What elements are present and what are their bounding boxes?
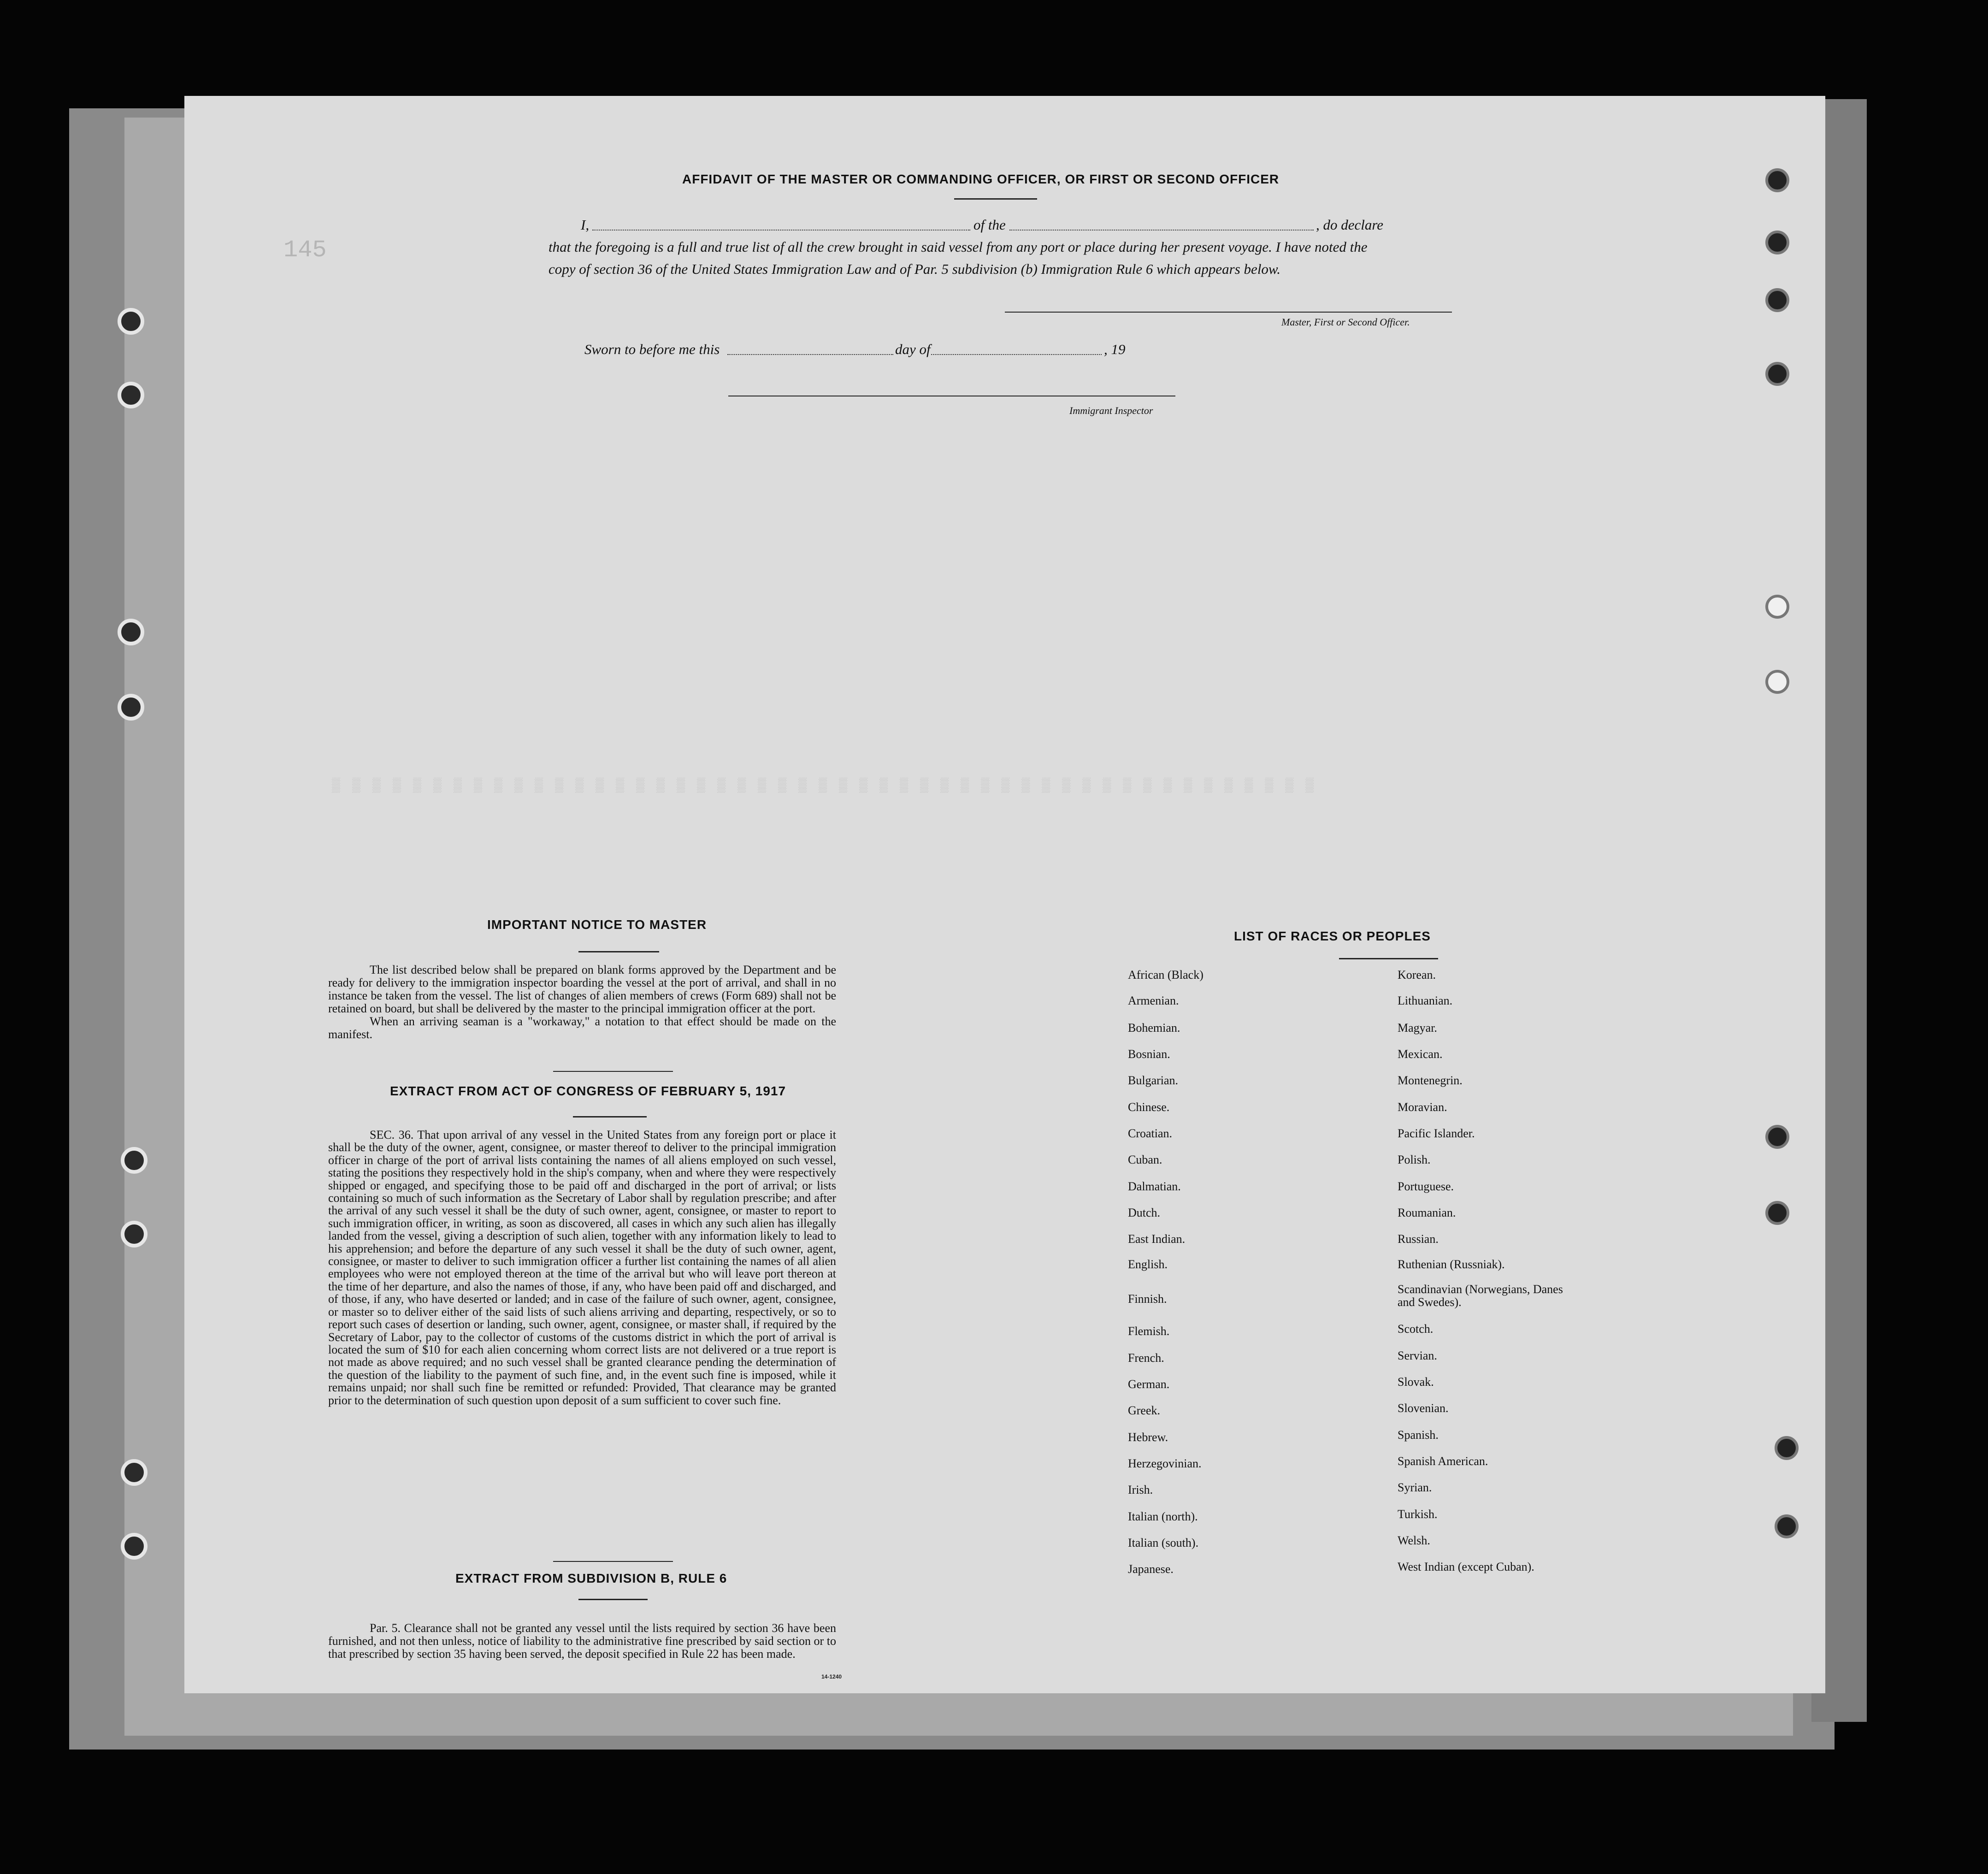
manifest-page xyxy=(184,96,1825,1693)
act-body xyxy=(328,1129,836,1407)
binder-hole-icon xyxy=(121,1459,147,1486)
binder-hole-icon xyxy=(1765,168,1789,192)
race-item: Dalmatian. xyxy=(1128,1180,1181,1193)
race-item: Servian. xyxy=(1398,1349,1437,1362)
race-item: Slovenian. xyxy=(1398,1401,1449,1415)
affidavit-title-rule xyxy=(954,198,1037,200)
affidavit-declare: , do declare xyxy=(1316,217,1384,233)
binder-hole-icon xyxy=(121,1221,147,1247)
binder-hole-icon xyxy=(118,382,144,408)
race-item: Syrian. xyxy=(1398,1481,1432,1494)
sworn-day-line xyxy=(727,354,893,355)
race-item: Turkish. xyxy=(1398,1507,1438,1521)
race-item: Portuguese. xyxy=(1398,1180,1454,1193)
race-item: Cuban. xyxy=(1128,1153,1162,1166)
race-item: Italian (south). xyxy=(1128,1536,1199,1549)
binder-hole-icon xyxy=(118,694,144,721)
binder-hole-icon xyxy=(1775,1514,1799,1538)
race-item: Italian (north). xyxy=(1128,1510,1198,1523)
race-item: African (Black) xyxy=(1128,968,1203,981)
act-section-36: SEC. 36. That upon arrival of any vessel in the United States from any foreign port or place it shall be the duty of the owner, agent, consignee, or master thereof to deliver to the principal immigration officer in charge of the port of arrival lists containing the names of all aliens employed on such vessel, stating the positions they respectively hold in the ship's company, when and where they were respectively shipped or engaged, and specifying those to be paid off and discharged in the port of arrival; or lists containing so much of such information as the Secretary of Labor shall by regulation prescribe; and after the arrival of any such vessel it shall be the duty of such owner, agent, consignee, or master to report to such immigration officer, in writing, as soon as discovered, all cases in which any such alien has illegally landed from the vessel, giving a description of such alien, together with any information likely to lead to his apprehension; and before the departure of any such vessel it shall be the duty of such owner, agent, consignee, or master to deliver to such immigration officer a further list containing the names of all alien employees who were not employed thereon at the time of the arrival but who will leave port thereon at the time of her departure, and also the names of those, if any, who have been paid off and discharged, and of those, if any, who have deserted or landed; and in case of the failure of such owner, agent, consignee, or master so to deliver either of the said lists of such aliens arriving and departing, respectively, or so to report such cases of desertion or landing, such owner, agent, consignee, or master shall, if required by the Secretary of Labor, pay to the collector of customs of the customs district in which the port of arrival is located the sum of $10 for each alien concerning whom correct lists are not delivered or a true report is not made as above required; and no such vessel shall be granted clearance pending the determination of the question of the liability to the payment of such fine, and, in the event such fine is imposed, while it remains unpaid; nor shall such fine be remitted or refunded: Provided, That clearance may be granted prior to the determination of such question upon deposit of a sum sufficient to cover such fine. xyxy=(328,1128,836,1407)
race-item: Scandinavian (Norwegians, Danes and Swedes). xyxy=(1398,1283,1563,1309)
race-item: Finnish. xyxy=(1128,1292,1167,1306)
binder-hole-icon xyxy=(1765,595,1789,619)
page-stamp: 145 xyxy=(283,236,327,264)
race-item: Bohemian. xyxy=(1128,1021,1180,1035)
race-item: Spanish. xyxy=(1398,1428,1439,1442)
affidavit-of-the: of the xyxy=(973,217,1006,233)
binder-hole-icon xyxy=(1765,670,1789,694)
affidavit-title: AFFIDAVIT OF THE MASTER OR COMMANDING OFFICER, OR FIRST OR SECOND OFFICER xyxy=(682,172,1280,186)
race-item: Irish. xyxy=(1128,1483,1153,1496)
race-item: Spanish American. xyxy=(1398,1454,1488,1468)
affidavit-line2: that the foregoing is a full and true list of all the crew brought in said vessel from any port or place during her present voyage. I have noted the xyxy=(549,239,1368,255)
race-item: Slovak. xyxy=(1398,1375,1434,1389)
race-item: German. xyxy=(1128,1377,1170,1391)
affidavit-i: I, xyxy=(581,217,590,233)
form-number: 14-1240 xyxy=(821,1673,842,1680)
races-title-rule xyxy=(1339,958,1438,959)
signature-label: Master, First or Second Officer. xyxy=(1281,316,1410,328)
signature-line xyxy=(1005,312,1452,313)
race-item: Chinese. xyxy=(1128,1100,1170,1114)
rule-title: EXTRACT FROM SUBDIVISION B, RULE 6 xyxy=(455,1571,727,1585)
year-prefix: , 19 xyxy=(1104,341,1126,357)
race-item: Armenian. xyxy=(1128,994,1179,1007)
rule-body xyxy=(328,1622,836,1661)
race-item: Scotch. xyxy=(1398,1322,1433,1336)
race-item: West Indian (except Cuban). xyxy=(1398,1560,1534,1573)
name-line xyxy=(592,230,970,231)
race-item: Japanese. xyxy=(1128,1562,1174,1576)
race-item: Bulgarian. xyxy=(1128,1074,1179,1087)
binder-hole-icon xyxy=(1765,362,1789,386)
binder-hole-icon xyxy=(1775,1436,1799,1460)
act-title: EXTRACT FROM ACT OF CONGRESS OF FEBRUARY 5, 1917 xyxy=(390,1084,786,1098)
notice-para-2: When an arriving seaman is a "workaway," a notation to that effect should be made on the manifest. xyxy=(328,1015,836,1041)
race-item: Polish. xyxy=(1398,1153,1431,1166)
day-of: day of xyxy=(895,341,931,357)
binder-hole-icon xyxy=(118,619,144,645)
race-item: Pacific Islander. xyxy=(1398,1127,1475,1140)
rule-title-rule xyxy=(578,1599,648,1600)
race-item: English. xyxy=(1128,1258,1168,1271)
race-item: Greek. xyxy=(1128,1404,1161,1417)
race-item: Welsh. xyxy=(1398,1534,1430,1547)
vessel-line xyxy=(1009,230,1314,231)
race-item: Magyar. xyxy=(1398,1021,1437,1035)
race-item: Montenegrin. xyxy=(1398,1074,1463,1087)
binder-hole-icon xyxy=(1765,1201,1789,1225)
race-item: Flemish. xyxy=(1128,1324,1170,1338)
rule-par-5: Par. 5. Clearance shall not be granted any vessel until the lists required by section 36 have been furnished, and not then unless, notice of liability to the administrative fine prescribed by said section or to that prescribed by section 35 having been served, the deposit specified in Rule 22 has been made. xyxy=(328,1621,836,1661)
notice-title: IMPORTANT NOTICE TO MASTER xyxy=(487,917,707,932)
race-item: Mexican. xyxy=(1398,1047,1443,1061)
race-item: Korean. xyxy=(1398,968,1436,981)
act-section-rule xyxy=(553,1561,673,1562)
binder-hole-icon xyxy=(1765,1125,1789,1149)
race-item: Bosnian. xyxy=(1128,1047,1170,1061)
race-item: French. xyxy=(1128,1351,1164,1365)
binder-hole-icon xyxy=(121,1533,147,1560)
race-item: East Indian. xyxy=(1128,1232,1186,1246)
races-title: LIST OF RACES OR PEOPLES xyxy=(1234,929,1431,943)
binder-hole-icon xyxy=(1765,231,1789,254)
race-item: Dutch. xyxy=(1128,1206,1161,1219)
binder-hole-icon xyxy=(1765,288,1789,312)
notice-body xyxy=(328,964,836,1041)
inspector-label: Immigrant Inspector xyxy=(1069,405,1153,416)
binder-hole-icon xyxy=(118,308,144,335)
affidavit-line3: copy of section 36 of the United States Immigration Law and of Par. 5 subdivision (b) Immigration Rule 6 which appears below. xyxy=(549,261,1281,277)
notice-section-rule xyxy=(553,1071,673,1072)
notice-para-1: The list described below shall be prepared on blank forms approved by the Department and be ready for delivery to the immigration inspector boarding the vessel at the port of arrival, and shall in no instance be taken from the vessel. The list of changes of alien members of crews (Form 689) shall not be retained on board, but shall be delivered by the master to the principal immigration officer at the port. xyxy=(328,963,836,1015)
race-item: Ruthenian (Russniak). xyxy=(1398,1258,1505,1271)
race-item: Lithuanian. xyxy=(1398,994,1453,1007)
act-title-rule xyxy=(573,1116,647,1117)
race-item: Russian. xyxy=(1398,1232,1439,1246)
race-item: Herzegovinian. xyxy=(1128,1457,1202,1470)
race-item: Hebrew. xyxy=(1128,1431,1168,1444)
binder-hole-icon xyxy=(121,1147,147,1174)
notice-title-rule xyxy=(578,951,659,952)
race-item: Moravian. xyxy=(1398,1100,1447,1114)
bleed-through-texture: ▒ ▒ ▒ ▒ ▒ ▒ ▒ ▒ ▒ ▒ ▒ ▒ ▒ ▒ ▒ ▒ ▒ ▒ ▒ ▒ ▒ ▒ ▒ ▒ ▒ ▒ ▒ ▒ ▒ ▒ ▒ ▒ ▒ ▒ ▒ ▒ ▒ ▒ ▒ ▒ ▒ ▒ ▒ ▒ ▒ ▒ ▒ ▒ ▒ xyxy=(332,778,1316,794)
sworn-to: Sworn to before me this xyxy=(584,341,720,357)
race-item: Croatian. xyxy=(1128,1127,1173,1140)
race-item: Roumanian. xyxy=(1398,1206,1456,1219)
sworn-month-line xyxy=(931,354,1102,355)
